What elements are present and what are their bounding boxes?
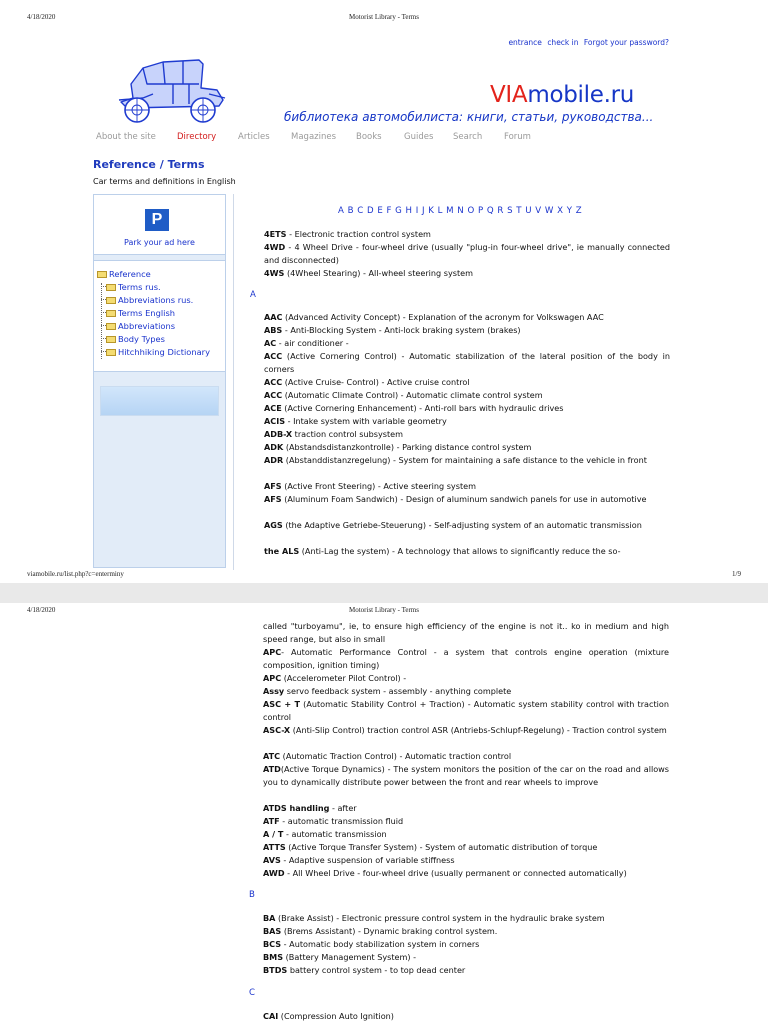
- folder-icon: [106, 297, 116, 304]
- site-brand[interactable]: [490, 82, 634, 108]
- term-entry: ATTS (Active Torque Transfer System) - System of automatic distribution of torque: [263, 842, 598, 852]
- term-entry: ACE (Active Cornering Enhancement) - Anti-roll bars with hydraulic drives: [264, 403, 564, 413]
- term-entry: the ALS (Anti-Lag the system) - A technology that allows to significantly reduce the so-: [264, 546, 621, 556]
- car-logo-icon[interactable]: [113, 54, 227, 126]
- directory-tree: [94, 260, 225, 372]
- term-entry: ATC (Automatic Traction Control) - Automatic traction control: [263, 751, 512, 761]
- tree-item-label: Hitchhiking Dictionary: [118, 347, 211, 357]
- tree-item-reference[interactable]: [97, 269, 151, 279]
- term-entry: ACC (Automatic Climate Control) - Automatic climate control system: [264, 390, 543, 400]
- term-entry: ATF - automatic transmission fluid: [263, 816, 404, 826]
- term-entry: AVS - Adaptive suspension of variable stiffness: [263, 855, 455, 865]
- section-letter-c: C: [249, 988, 256, 998]
- term-entry: APC- Automatic Performance Control - a system that controls engine operation (mixture composition, ignition timing): [263, 647, 669, 670]
- tree-item-label: Terms rus.: [118, 282, 161, 292]
- pdf-page-2: [0, 603, 768, 1024]
- term-entry: ABS - Anti-Blocking System - Anti-lock braking system (brakes): [264, 325, 521, 335]
- tree-item-label: Abbreviations: [118, 321, 176, 331]
- tree-item-abbreviations[interactable]: [106, 321, 175, 331]
- section-letter-b: B: [249, 890, 255, 900]
- nav-directory[interactable]: Directory: [177, 132, 217, 142]
- nav-articles[interactable]: Articles: [238, 132, 270, 142]
- term-entry: AFS (Active Front Steering) - Active steering system: [264, 481, 476, 491]
- term-entry: AAC (Advanced Activity Concept) - Explanation of the acronym for Volkswagen AAC: [264, 312, 604, 322]
- sidebar-banner[interactable]: [100, 386, 219, 416]
- brand-mobile: mobile.ru: [527, 82, 635, 108]
- section-letter-a: A: [250, 290, 256, 300]
- term-entry: ADK (Abstandsdistanzkontrolle) - Parking distance control system: [264, 442, 532, 452]
- tree-item-hitchhiking[interactable]: [106, 347, 210, 357]
- term-entry: AFS (Aluminum Foam Sandwich) - Design of aluminum sandwich panels for use in automotive: [264, 494, 647, 504]
- tree-item-terms-rus[interactable]: [106, 282, 161, 292]
- term-entry: APC (Accelerometer Pilot Control) -: [263, 673, 407, 683]
- print-title: Motorist Library - Terms: [349, 606, 419, 614]
- ad-box[interactable]: [94, 195, 225, 255]
- folder-open-icon: [106, 310, 116, 317]
- folder-icon: [106, 284, 116, 291]
- term-entry: called "turboyamu", ie, to ensure high efficiency of the engine is not it.. ko in medium and high speed range, but also in small: [263, 621, 669, 644]
- print-header: [0, 13, 768, 25]
- breadcrumb-separator: /: [159, 158, 164, 171]
- tree-item-label: Reference: [109, 269, 151, 279]
- term-entry: Assy servo feedback system - assembly - anything complete: [263, 686, 512, 696]
- folder-icon: [106, 323, 116, 330]
- print-date: 4/18/2020: [27, 13, 56, 21]
- tree-item-terms-english[interactable]: [106, 308, 175, 318]
- entrance-link[interactable]: entrance: [508, 38, 542, 47]
- ad-text[interactable]: Park your ad here: [124, 238, 195, 247]
- breadcrumb: [93, 158, 205, 171]
- nav-magazines[interactable]: Magazines: [291, 132, 337, 142]
- term-entry: ASC + T (Automatic Stability Control + Traction) - Automatic system stability control with traction control: [263, 699, 669, 722]
- term-entry: ADR (Abstanddistanzregelung) - System for maintaining a safe distance to the vehicle in front: [264, 455, 647, 465]
- folder-icon: [106, 349, 116, 356]
- print-title: Motorist Library - Terms: [349, 13, 419, 21]
- term-entry: A / T - automatic transmission: [263, 829, 387, 839]
- tree-item-body-types[interactable]: [106, 334, 165, 344]
- term-entry: BAS (Brems Assistant) - Dynamic braking control system.: [263, 926, 498, 936]
- term-entry: ATDS handling - after: [263, 803, 357, 813]
- term-entry: BA (Brake Assist) - Electronic pressure control system in the hydraulic brake system: [263, 913, 605, 923]
- term-entry: CAI (Compression Auto Ignition): [263, 1011, 394, 1021]
- terms-content: [233, 194, 674, 570]
- nav-guides[interactable]: Guides: [404, 132, 434, 142]
- print-footer: [0, 570, 768, 582]
- brand-via: VIA: [490, 82, 528, 108]
- print-date: 4/18/2020: [27, 606, 56, 614]
- tree-item-label: Abbreviations rus.: [118, 295, 194, 305]
- nav-books[interactable]: Books: [356, 132, 382, 142]
- term-entry: BCS - Automatic body stabilization system in corners: [263, 939, 480, 949]
- term-entry: 4ETS - Electronic traction control system: [264, 229, 431, 239]
- term-entry: AGS (the Adaptive Getriebe-Steuerung) - Self-adjusting system of an automatic transmission: [264, 520, 642, 530]
- term-entry: 4WS (4Wheel Stearing) - All-wheel steering system: [264, 268, 474, 278]
- nav-forum[interactable]: Forum: [504, 132, 531, 142]
- nav-about[interactable]: About the site: [96, 132, 156, 142]
- nav-search[interactable]: Search: [453, 132, 483, 142]
- check-in-link[interactable]: check in: [547, 38, 579, 47]
- tree-item-label: Terms English: [118, 308, 176, 318]
- term-entry: 4WD - 4 Wheel Drive - four-wheel drive (usually "plug-in four-wheel drive", ie manually connected and disconnected): [264, 242, 670, 265]
- sidebar: [93, 194, 226, 568]
- term-entry: AWD - All Wheel Drive - four-wheel drive (usually permanent or connected automatically): [263, 868, 627, 878]
- term-entry: ACC (Active Cornering Control) - Automatic stabilization of the lateral position of the body in corners: [264, 351, 670, 374]
- login-links: [505, 38, 669, 47]
- tree-item-abbreviations-rus[interactable]: [106, 295, 193, 305]
- folder-icon: [97, 271, 107, 278]
- term-entry: ATD(Active Torque Dynamics) - The system monitors the position of the car on the road and allows you to dynamically distribute power between the front and rear wheels to improve: [263, 764, 669, 787]
- print-url: viamobile.ru/list.php?c=enterminy: [27, 570, 124, 578]
- term-entry: AC - air conditioner -: [264, 338, 349, 348]
- print-header: [0, 606, 768, 618]
- term-entry: ACIS - Intake system with variable geometry: [264, 416, 447, 426]
- term-entry: ACC (Active Cruise- Control) - Active cruise control: [264, 377, 470, 387]
- folder-icon: [106, 336, 116, 343]
- site-tagline: библиотека автомобилиста: книги, статьи, руководства...: [284, 110, 654, 124]
- parking-icon: P: [145, 209, 169, 231]
- alphabet-index[interactable]: A B C D E F G H I J K L M N O P Q R S T U V W X Y Z: [338, 206, 582, 216]
- tree-connector: [101, 283, 102, 359]
- term-entry: BMS (Battery Management System) -: [263, 952, 417, 962]
- breadcrumb-terms: Terms: [167, 158, 205, 171]
- tree-item-label: Body Types: [118, 334, 165, 344]
- term-entry: BTDS battery control system - to top dead center: [263, 965, 466, 975]
- print-page-number: 1/9: [732, 570, 741, 578]
- breadcrumb-reference[interactable]: Reference: [93, 158, 156, 171]
- term-entry: ADB-X traction control subsystem: [264, 429, 404, 439]
- term-entry: ASC-X (Anti-Slip Control) traction control ASR (Antriebs-Schlupf-Regelung) - Traction control system: [263, 725, 667, 735]
- forgot-password-link[interactable]: Forgot your password?: [583, 38, 669, 47]
- page-subtitle: Car terms and definitions in English: [93, 177, 236, 186]
